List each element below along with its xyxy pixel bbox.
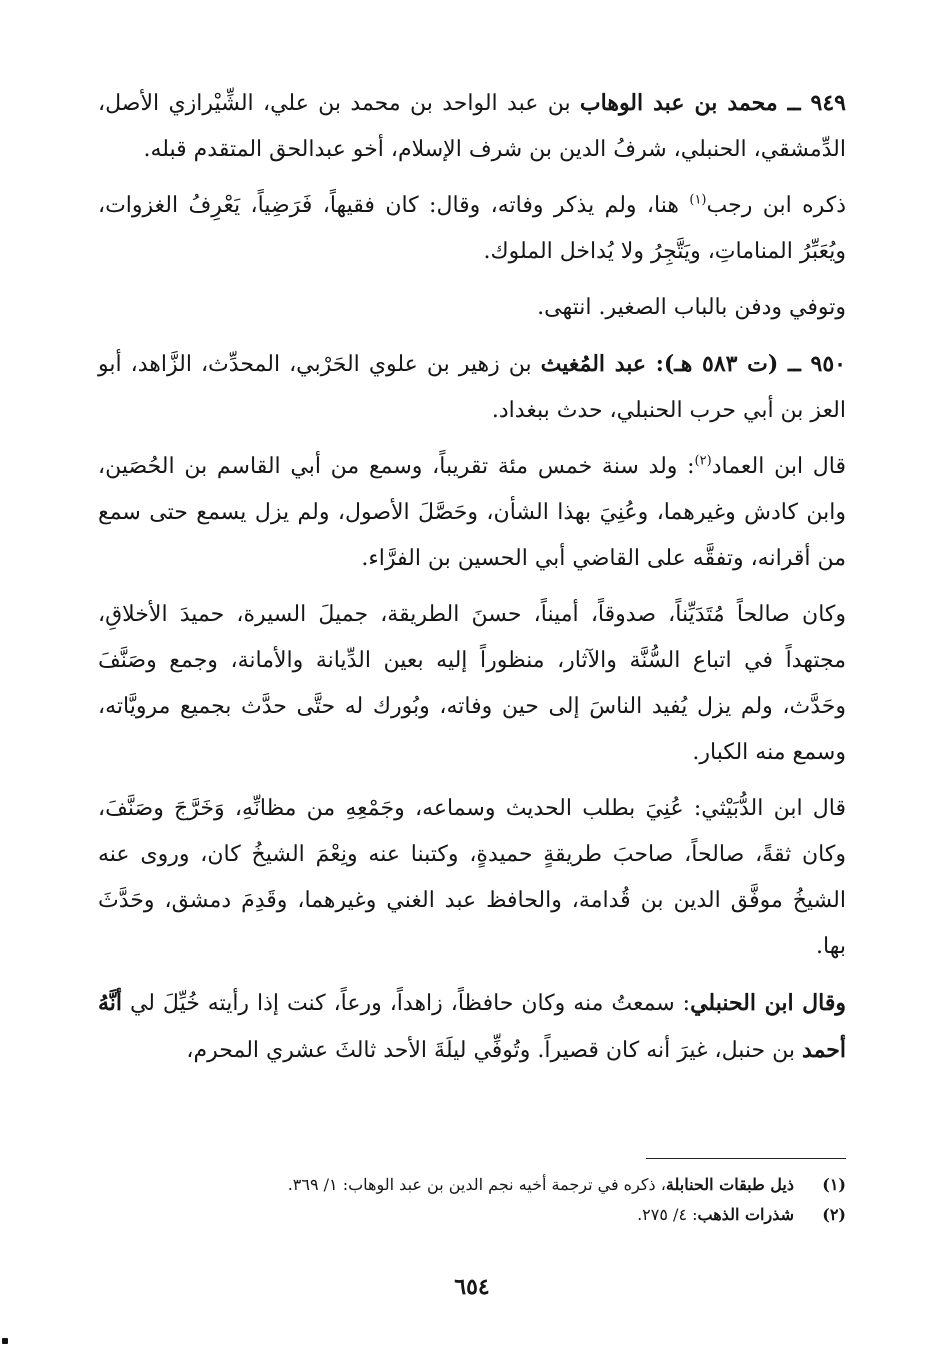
footnotes [98, 1170, 846, 1230]
footnote-source-title: ذيل طبقات الحنابلة [665, 1175, 794, 1194]
text-span: ذكره ابن رجب [706, 193, 847, 218]
entry-949 [98, 80, 846, 173]
paragraph-ibn-imad [98, 444, 846, 582]
text-span: هنا، ولم يذكر وفاته، وقال: كان فقيهاً، فَرَضِياً، يَعْرِفُ الغزوات، ويُعَبِّرُ المناماتِ، ويَتَّجِرُ ولا يُداخل الملوك. [98, 193, 846, 264]
footnote-2 [98, 1200, 846, 1230]
text-span: بن حنبل، غيرَ أنه كان قصيراً. وتُوفِّي ليلَةَ الأحد ثالثَ عشري المحرم، [186, 1038, 803, 1063]
paragraph-character: وكان صالحاً مُتَدَيِّناً، صدوقاً، أميناً، حسنَ الطريقة، جميلَ السيرة، حميدَ الأخلاقِ، مجتهداً في اتباع السُّنَّة والآثار، منظوراً إليه بعين الدِّيانة والأمانة، وجمع وصَنَّفَ وحَدَّث، ولم يزل يُفيد الناسَ إلى حين وفاته، وبُورك له حتَّى حدَّث بجميع مرويَّاته، وسمع منه الكبار. [98, 602, 846, 765]
footnote-number: (٢) [822, 1205, 846, 1224]
footnote-ref-2[interactable]: (٢) [694, 453, 712, 469]
text-span: قال ابن العماد [711, 454, 846, 479]
footnote-text [288, 1170, 794, 1200]
entry-heading: ٩٤٩ ــ محمد بن عبد الوهاب [579, 90, 846, 116]
entry-text: بن عبد الواحد بن محمد بن علي، الشِّيْرازي الأصل، الدِّمشقي، الحنبلي، شرفُ الدين بن شرف الإسلام، أخو عبدالحق المتقدم قبله. [98, 91, 846, 162]
entry-text: بن زهير بن علوي الحَرْبي، المحدِّث، الزَّاهد، أبو العز بن أبي حرب الحنبلي، حدث ببغداد. [98, 352, 846, 423]
footnote-ref-1[interactable]: (١) [689, 192, 707, 208]
paragraph-ibn-hanbali [98, 980, 846, 1074]
footnote-1 [98, 1170, 846, 1200]
text-span: : سمعتُ منه وكان حافظاً، زاهداً، ورعاً، كنت إذا رأيته خُيِّلَ لي [122, 991, 691, 1016]
footnote-divider [646, 1158, 846, 1159]
paragraph-death-note: وتوفي ودفن بالباب الصغير. انتهى. [537, 295, 846, 320]
footnote-number: (١) [822, 1175, 846, 1194]
paragraph-ibn-rajab [98, 183, 846, 275]
page-number: ٦٥٤ [454, 1274, 490, 1300]
bold-phrase: أنَّهُ أحمد [98, 990, 846, 1063]
quote-source: وقال ابن الحنبلي [690, 990, 846, 1016]
footnote-detail: ، ذكره في ترجمة أخيه نجم الدين بن عبد الوهاب: ١/ ٣٦٩. [287, 1175, 666, 1194]
main-text [98, 80, 846, 1080]
footnote-source-title: شذرات الذهب [697, 1205, 794, 1224]
entry-heading: ٩٥٠ ــ (ت ٥٨٣ هـ): عبد المُغيث [540, 351, 846, 377]
text-span: : ولد سنة خمس مئة تقريباً، وسمع من أبي القاسم بن الحُصَين، وابن كادش وغيرهما، وعُنِيَ بهذا الشأن، وحَصَّلَ الأصول، ولم يزل يسمع حتى سمع من أقرانه، وتفقَّه على القاضي أبي الحسين بن الفرَّاء. [98, 454, 846, 571]
footnote-detail: : ٤/ ٢٧٥. [637, 1205, 698, 1224]
scan-mark [2, 1338, 8, 1344]
entry-950 [98, 341, 846, 434]
footnote-text [637, 1200, 794, 1230]
paragraph-ibn-dubaythi: قال ابن الدُّبَيْثي: عُنِيَ بطلب الحديث وسماعه، وجَمْعِهِ من مظانِّهِ، وَخَرَّجَ وصَنَّفَ، وكان ثقةً، صالحاً، صاحبَ طريقةٍ حميدةٍ، وكتبنا عنه ونِعْمَ الشيخُ كان، وروى عنه الشيخُ موفَّق الدين بن قُدامة، والحافظ عبد الغني وغيرهما، وقَدِمَ دمشق، وحَدَّثَ بها. [98, 796, 846, 959]
